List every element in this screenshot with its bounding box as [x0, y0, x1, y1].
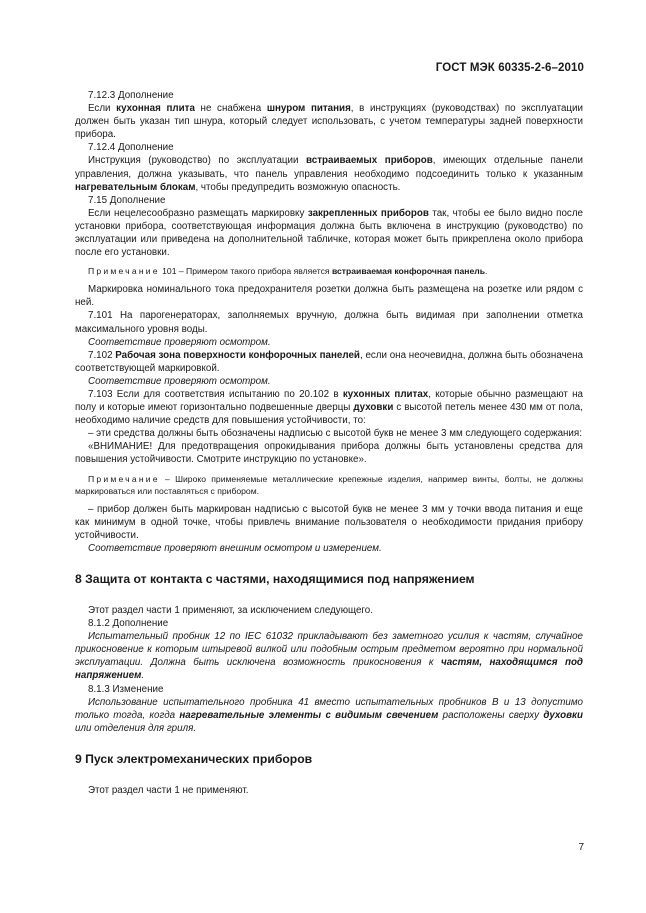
text-run: Если нецелесообразно размещать маркировку	[88, 207, 308, 219]
paragraph-8-1-2	[75, 630, 583, 682]
paragraph-7-15	[75, 207, 583, 259]
warning-text: «ВНИМАНИЕ! Для предотвращения опрокидывания прибора должны быть установлены средства для повышения устойчивости. Смотрите инструкцию по установке».	[75, 441, 583, 466]
term-bold: духовки	[543, 709, 583, 721]
text-run: Если	[88, 103, 117, 115]
text-run: , если она неочевидна, должна быть обозначена соответствующей маркировкой.	[75, 349, 583, 374]
dash-item-2: – прибор должен быть маркирован надписью с высотой букв не менее 3 мм у точки ввода питания и еще как минимум в одной точке, чтобы привлечь внимание пользователя о необходимости придания прибору устойчивости.	[75, 503, 583, 541]
text-run: расположены сверху	[438, 709, 544, 721]
heading-7-12-4	[75, 141, 583, 154]
text-run: 7.103 Если для соответствия испытанию по 20.102 в	[88, 388, 343, 400]
paragraph-fuse: Маркировка номинального тока предохранителя розетки должна быть размещена на розетке или рядом с ней.	[75, 284, 583, 309]
paragraph-9: Этот раздел части 1 не применяют.	[88, 785, 249, 797]
paragraph-7-102	[75, 349, 583, 375]
text-run: .	[141, 670, 145, 682]
term-bold: встраиваемых приборов	[306, 155, 433, 167]
paragraph-8-1-3	[75, 696, 583, 735]
clause-label: 7.12.4 Дополнение	[88, 142, 174, 154]
paragraph-7-12-4	[75, 154, 583, 193]
page-number: 7	[578, 842, 584, 853]
term-bold: частям, находящимся под напряжением	[75, 657, 583, 682]
term-bold: кухонная плита	[116, 103, 195, 115]
note-label: Примечание	[88, 473, 160, 484]
heading-7-12-3	[75, 89, 583, 102]
text-run: .	[484, 266, 488, 277]
text-run: или отделения для гриля.	[75, 722, 197, 734]
text-run: – Широко применяемые металлические крепежные изделия, например винты, болты, не должны маркироваться или поставляться с прибором.	[75, 473, 583, 496]
text-run: , имеющих отдельные панели управления, должна указывать, что панель управления необходимо подсоединить только к указанным	[75, 155, 583, 180]
text-run: не снабжена	[194, 103, 267, 115]
heading-8-1-3: 8.1.3 Изменение	[88, 683, 164, 695]
text-run: Инструкция (руководство) по эксплуатации	[88, 155, 307, 167]
text-run: , в инструкциях (руководствах) по эксплуатации должен быть указан тип шнура, который следует использовать, с учетом температуры задней поверхности прибора.	[75, 103, 583, 141]
text-run: 7.102	[88, 349, 116, 361]
note-fasteners	[75, 473, 583, 497]
term-bold: нагревательным блокам	[75, 181, 196, 193]
heading-8-1-2: 8.1.2 Дополнение	[88, 618, 169, 630]
term-bold: нагревательные элементы с видимым свечением	[179, 709, 439, 721]
term-bold: закрепленных приборов	[307, 207, 429, 219]
note-101	[75, 265, 583, 277]
paragraph-7-101: 7.101 На парогенераторах, заполняемых вручную, должна быть видимая при заполнении отметка максимального уровня воды.	[75, 310, 583, 335]
text-run: так, чтобы ее было видно после установки прибора, соответствующая информация должна быть включена в инструкцию (руководство) по эксплуатации или приведена на дополнительной табличке, которая может быть прикреплена около прибора после его установки.	[75, 207, 583, 259]
note-label: Примечание	[88, 266, 160, 277]
clause-label: 7.15 Дополнение	[88, 194, 166, 206]
compliance-check: Соответствие проверяют внешним осмотром и измерением.	[88, 542, 382, 554]
text-run: Использование испытательного пробника 41 вместо испытательных пробников B и 13 допустимо только тогда, когда	[75, 696, 583, 721]
text-run: с высотой петель менее 430 мм от пола, необходимо наличие средств для повышения устойчивости, то:	[75, 402, 583, 427]
page-content	[75, 89, 583, 797]
section-8-title: 8 Защита от контакта с частями, находящимися под напряжением	[75, 571, 475, 586]
heading-7-15	[75, 194, 583, 207]
text-run: , которые обычно размещают на полу и которые имеют горизонтально подвешенные дверцы	[75, 388, 583, 414]
term-bold: встраиваемая конфорочная панель	[331, 266, 485, 277]
text-run: 101 – Примером такого прибора является	[159, 266, 332, 277]
paragraph-7-12-3	[75, 102, 583, 141]
compliance-check: Соответствие проверяют осмотром.	[88, 375, 271, 387]
standard-header: ГОСТ МЭК 60335-2-6–2010	[435, 62, 584, 74]
text-run: , чтобы предупредить возможную опасность.	[195, 181, 401, 193]
term-bold: Рабочая зона поверхности конфорочных панелей	[115, 349, 360, 361]
dash-item-1: – эти средства должны быть обозначены надписью с высотой букв не менее 3 мм следующего содержания:	[88, 428, 582, 440]
term-bold: шнуром питания	[266, 103, 351, 115]
term-bold: кухонных плитах	[342, 388, 429, 400]
text-run: Испытательный пробник 12 по IEC 61032 прикладывают без заметного усилия к частям, случайное прикосновение к которым штыревой вилкой или подобным острым предметом вероятно при нормальной эксплуатации. Должна быть исключена возможность прикосновения к	[75, 631, 583, 669]
section-9-title: 9 Пуск электромеханических приборов	[75, 751, 313, 766]
paragraph-8: Этот раздел части 1 применяют, за исключением следующего.	[88, 605, 373, 616]
term-bold: духовки	[353, 402, 394, 414]
compliance-check: Соответствие проверяют осмотром.	[88, 336, 271, 348]
paragraph-7-103	[75, 388, 583, 427]
clause-label: 7.12.3 Дополнение	[88, 90, 174, 101]
